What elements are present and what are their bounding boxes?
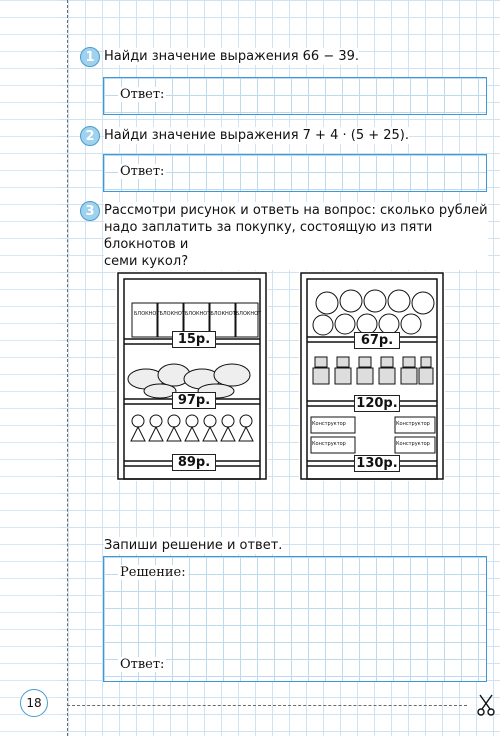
notebook-covers [134,311,262,317]
answer-1-label: Ответ: [120,87,165,102]
price-tag-dolls: 89р. [172,454,216,471]
question-1-text: Найди значение выражения 66 − 39. [104,49,360,64]
notebook-label: БЛОКНОТ [210,311,236,317]
answer-2-label: Ответ: [120,164,165,179]
answer-box-1[interactable] [103,77,487,115]
write-solution-prompt: Запиши решение и ответ. [104,538,283,553]
right-shelf-drawing [299,271,445,481]
price-tag-toys: 97р. [172,392,216,409]
left-margin [0,0,58,736]
question-1-badge: 1 [80,47,100,67]
question-3-line-1: Рассмотри рисунок и ответь на вопрос: сколько рублей [104,203,488,218]
right-shelf-rack [299,271,445,481]
question-3-badge: 3 [80,201,100,221]
price-tag-notebooks: 15р. [172,331,216,348]
kit-box-label: Конструктор [396,441,430,447]
notebook-label: БЛОКНОТ [184,311,211,317]
kit-box-label: Конструктор [312,441,346,447]
scissors-icon [476,693,496,717]
notebook-label: БЛОКНОТ [134,311,160,317]
kit-box-label: Конструктор [396,421,430,427]
kit-box-label: Конструктор [312,421,346,427]
cut-line [67,0,68,736]
question-3-line-2: надо заплатить за покупку, состоящую из пяти блокнотов и [104,220,433,252]
left-shelf-drawing [116,271,268,481]
question-2-badge: 2 [80,126,100,146]
cut-line-bottom [67,705,467,706]
answer-3-label: Ответ: [120,657,165,672]
notebook-label: БЛОКНОТ [159,311,185,317]
notebook-label: БЛОКНОТ [235,311,262,317]
question-3-text [104,202,488,270]
price-tag-balls: 67р. [354,332,400,349]
question-2-text: Найди значение выражения 7 + 4 · (5 + 25). [104,128,409,143]
price-tag-robots: 120р. [354,395,400,412]
price-tag-kits: 130р. [354,455,400,472]
page-number: 18 [20,689,48,717]
question-3-line-3: семи кукол? [104,254,189,269]
solution-label: Решение: [120,565,186,580]
answer-box-2[interactable] [103,154,487,192]
left-shelf-rack [116,271,268,481]
solution-box[interactable] [103,556,487,682]
